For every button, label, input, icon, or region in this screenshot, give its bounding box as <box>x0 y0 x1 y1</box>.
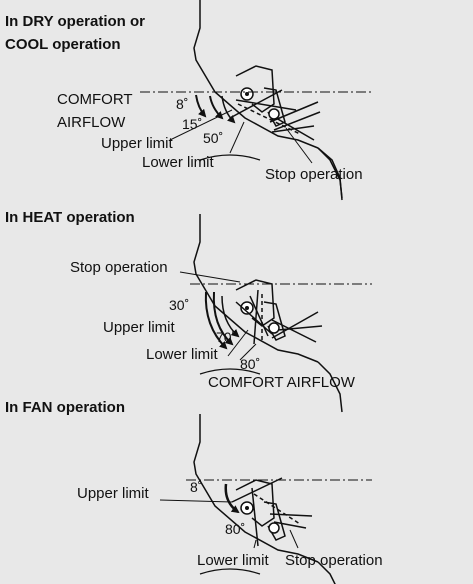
dry-cool-stop-operation: Stop operation <box>265 166 363 183</box>
dry-cool-comfort-label-line1: COMFORT <box>57 91 133 108</box>
dry-cool-heading-line2: COOL operation <box>5 36 121 53</box>
heat-angle-30: 30˚ <box>169 297 190 313</box>
fan-heading: In FAN operation <box>5 399 125 416</box>
dry-cool-comfort-label-line2: AIRFLOW <box>57 114 126 131</box>
dry-cool-upper-limit: Upper limit <box>101 135 173 152</box>
heat-heading: In HEAT operation <box>5 209 135 226</box>
dry-cool-angle-50: 50˚ <box>203 130 224 146</box>
heat-angle-80: 80˚ <box>240 356 261 372</box>
heat-lower-limit: Lower limit <box>146 346 218 363</box>
fan-angle-8: 8˚ <box>190 479 203 495</box>
dry-cool-lower-limit: Lower limit <box>142 154 214 171</box>
heat-comfort-airflow: COMFORT AIRFLOW <box>208 374 355 391</box>
dry-cool-heading-line1: In DRY operation or <box>5 13 146 30</box>
fan-lower-limit: Lower limit <box>197 552 269 569</box>
fan-angle-80: 80˚ <box>225 521 246 537</box>
dry-cool-angle-8: 8˚ <box>176 96 189 112</box>
fan-upper-limit: Upper limit <box>77 485 149 502</box>
heat-upper-limit: Upper limit <box>103 319 175 336</box>
fan-stop-operation: Stop operation <box>285 552 383 569</box>
heat-angle-70: 70˚ <box>216 329 237 345</box>
heat-stop-operation: Stop operation <box>70 259 168 276</box>
dry-cool-angle-15: 15˚ <box>182 116 203 132</box>
